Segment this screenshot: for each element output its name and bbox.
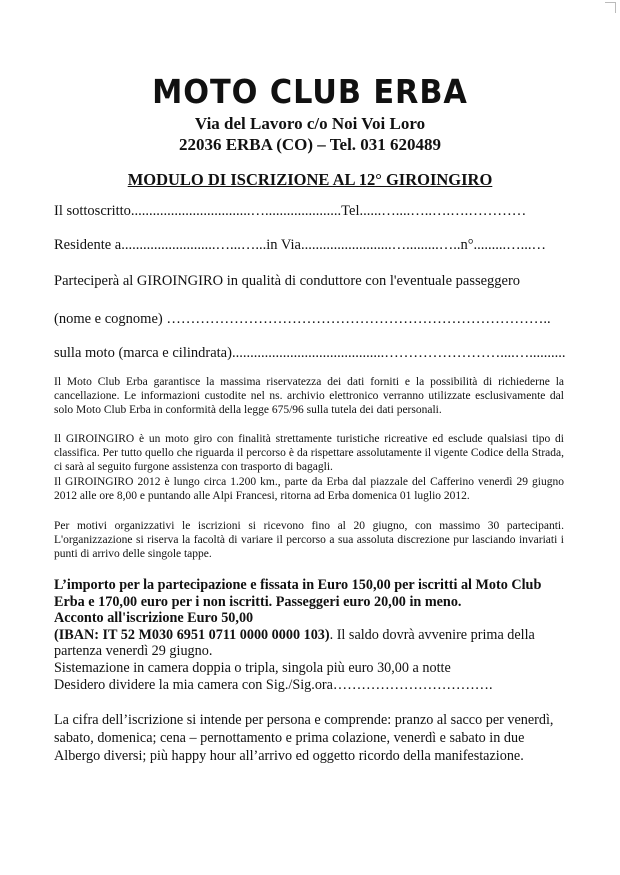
deposit-line: Acconto all'iscrizione Euro 50,00	[54, 610, 254, 627]
pricing-line: Erba e 170,00 euro per i non iscritti. Passeggeri euro 20,00 in meno.	[54, 593, 462, 610]
balance-note: . Il saldo dovrà avvenire prima della	[329, 626, 535, 643]
participation-statement: Parteciperà al GIROINGIRO in qualità di conduttore con l'eventuale passeggero	[54, 273, 521, 289]
club-contact: 22036 ERBA (CO) – Tel. 031 620489	[178, 135, 442, 154]
field-name-phone[interactable]: Il sottoscritto.................................….....................Tel......…....…..….….…………	[54, 203, 527, 219]
club-logo-title: MOTO CLUB ERBA	[152, 72, 468, 111]
includes-line: sabato, domenica; cena – pernottamento e prima colazione, venerdì e sabato in due	[54, 730, 525, 747]
field-motorcycle[interactable]: sulla moto (marca e cilindrata)..........................................……………………....…..........	[54, 345, 566, 361]
pricing-line: L’importo per la partecipazione e fissata in Euro 150,00 per iscritti al Moto Club	[54, 577, 542, 593]
field-roommate[interactable]: Desidero dividere la mia camera con Sig./Sig.ora…………………………….	[54, 676, 493, 693]
iban-code: (IBAN: IT 52 M030 6951 0711 0000 0000 103)	[54, 626, 330, 643]
page-corner-mark	[605, 2, 616, 13]
event-description	[54, 432, 564, 503]
event-route-paragraph: Il GIROINGIRO 2012 è lungo circa 1.200 km., parte da Erba dal piazzale del Cafferino venerdì 29 giugno 2012 alle ore 8,00 e puntando alle Alpi Francesi, ritorna ad Erba domenica 01 luglio 2012.	[54, 475, 564, 502]
privacy-notice	[54, 375, 564, 418]
departure-line: partenza venerdì 29 giugno.	[54, 643, 213, 660]
pricing-block	[54, 577, 574, 693]
registration-notice	[54, 519, 564, 562]
registration-paragraph: Per motivi organizzativi le iscrizioni si ricevono fino al 20 giugno, con massimo 30 partecipanti. L'organizzazione si riserva la facoltà di variare il percorso a sua assoluta discrezione pur lasciando invariati i punti di arrivo delle singole tappe.	[54, 520, 564, 561]
privacy-paragraph: Il Moto Club Erba garantisce la massima riservatezza dei dati forniti e la possibilità di richiederne la cancellazione. Le informazioni custodite nel ns. archivio elettronico verranno utilizzate esclusivamente dal solo Moto Club Erba in conformità della legge 675/96 sulla tutela dei dati personali.	[54, 376, 564, 417]
form-title: MODULO DI ISCRIZIONE AL 12° GIROINGIRO	[127, 170, 493, 189]
room-line: Sistemazione in camera doppia o tripla, singola più euro 30,00 a notte	[54, 659, 451, 676]
iban-line	[54, 627, 574, 644]
field-residence-address[interactable]: Residente a..........................…...…...in Via.........................….........…..n°.........…...…	[54, 237, 546, 253]
includes-block	[54, 711, 574, 766]
field-passenger-name[interactable]: (nome e cognome) ……………………………………………………………………..	[54, 311, 551, 327]
club-address: Via del Lavoro c/o Noi Voi Loro	[194, 114, 426, 133]
event-rules-paragraph: Il GIROINGIRO è un moto giro con finalità strettamente turistiche ricreative ed esclude qualsiasi tipo di classifica. Per tutto quello che riguarda il percorso è da rispettare assolutamente il vigente Codice della Strada, ci sarà al seguito furgone assistenza con trasporto di bagagli.	[54, 433, 564, 474]
includes-line: La cifra dell’iscrizione si intende per persona e comprende: pranzo al sacco per venerdì,	[54, 712, 554, 728]
includes-line: Albergo diversi; più happy hour all’arrivo ed oggetto ricordo della manifestazione.	[54, 748, 524, 765]
